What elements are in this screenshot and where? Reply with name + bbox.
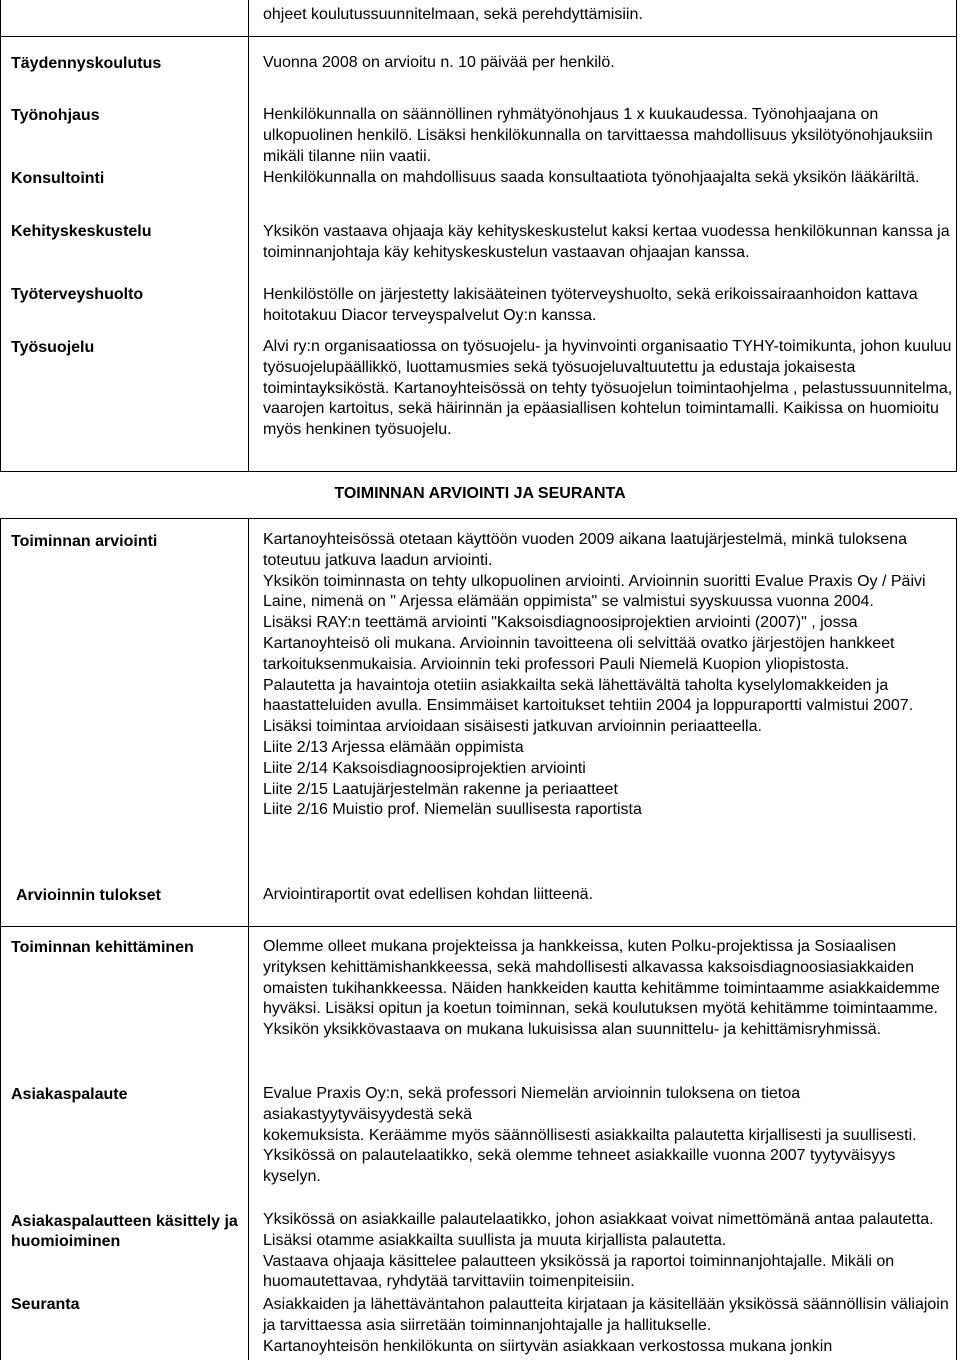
row-label-arvioinnin-tulokset: Arvioinnin tulokset xyxy=(16,887,161,904)
paragraph: Yksikön yksikkövastaava on mukana lukuisissa alan suunnittelu- ja kehittämisryhmissä. xyxy=(263,1021,882,1039)
paragraph: Yksikössä on asiakkaille palautelaatikko, johon asiakkaat voivat nimettömänä antaa palautetta. Lisäksi otamme asiakkailta suullista ja muuta kirjallista palautetta. xyxy=(263,1211,934,1249)
row-text-asiakaspalautteen-kasittely xyxy=(263,1210,953,1293)
row-text-toiminnan-kehittaminen xyxy=(263,937,953,1041)
row-text-tyosuojelu: Alvi ry:n organisaatiossa on työsuojelu- ja hyvinvointi organisaatio TYHY-toimikunta, johon kuuluu työsuojelupäällikkö, luottamusmies sekä työsuojeluvaltuutettu ja edustaja jokaisesta toimintayksiköstä. Kartanoyhteisössä on tehty työsuojelun toimintaohjelma , pelastussuunnitelma, vaarojen kartoitus, sekä häirinnän ja epäasiallisen kohtelun toimintamalli. Kaikissa on huomioitu myös henkinen työsuojelu. xyxy=(263,338,953,439)
upper-table-right-border xyxy=(956,0,957,472)
appendix-line: Liite 2/15 Laatujärjestelmän rakenne ja periaatteet xyxy=(263,780,618,798)
lower-table-row-rule xyxy=(0,926,957,927)
upper-table-left-border xyxy=(0,0,1,472)
row-text-tyonohjaus: Henkilökunnalla on säännöllinen ryhmätyönohjaus 1 x kuukaudessa. Työnohjaajana on ulkopuolinen henkilö. Lisäksi henkilökunnalla on tarvittaessa mahdollisuus yksilötyönohjauksiin mikäli tilanne niin vaatii. xyxy=(263,106,933,165)
row-label-taydennyskoulutus: Täydennyskoulutus xyxy=(11,55,162,72)
paragraph: Palautetta ja havaintoja otetiin asiakkailta sekä lähettävältä taholta kyselylomakkeiden ja haastatteluiden avulla. Ensimmäiset kartoitukset tehtiin 2004 ja loppuraportti valmistui 2007. xyxy=(263,676,914,715)
row-label-toiminnan-arviointi: Toiminnan arviointi xyxy=(11,533,158,550)
row-text-arvioinnin-tulokset: Arviointiraportit ovat edellisen kohdan liitteenä. xyxy=(263,886,593,903)
appendix-line: Liite 2/13 Arjessa elämään oppimista xyxy=(263,738,524,756)
paragraph: Lisäksi RAY:n teettämä arviointi "Kaksoisdiagnoosiprojektien arviointi (2007)" , jossa Kartanoyhteisö oli mukana. Arvioinnin tavoitteena oli selvittää ovatko järjestöjen hankkeet tarkoituksenmukaisia. Arvioinnin teki professori Pauli Niemelä Kuopion yliopistosta. xyxy=(263,614,895,673)
row-text-konsultointi: Henkilökunnalla on mahdollisuus saada konsultaatiota työnohjaajalta sekä yksikön lääkäriltä. xyxy=(263,169,920,186)
row-label-asiakaspalautteen-kasittely: Asiakaspalautteen käsittely ja huomioiminen xyxy=(11,1213,238,1250)
appendix-line: Liite 2/14 Kaksoisdiagnoosiprojektien arviointi xyxy=(263,759,586,777)
lower-table-column-divider xyxy=(248,518,249,1360)
appendix-line: Liite 2/16 Muistio prof. Niemelän suullisesta raportista xyxy=(263,801,642,819)
row-label-seuranta: Seuranta xyxy=(11,1296,80,1313)
row-label-tyosuojelu: Työsuojelu xyxy=(11,339,95,356)
row-text-tyoterveyshuolto: Henkilöstölle on järjestetty lakisääteinen työterveyshuolto, sekä erikoissairaanhoidon kattava hoitotakuu Diacor terveyspalvelut Oy:n kanssa. xyxy=(263,286,918,324)
lower-table-left-border xyxy=(0,518,1,1360)
row-label-kehityskeskustelu: Kehityskeskustelu xyxy=(11,223,152,240)
row-text-toiminnan-arviointi xyxy=(263,530,953,821)
row-label-toiminnan-kehittaminen: Toiminnan kehittäminen xyxy=(11,939,194,956)
paragraph: Evalue Praxis Oy:n, sekä professori Niemelän arvioinnin tuloksena on tietoa asiakastyytyväisyydestä sekä xyxy=(263,1085,801,1123)
section-heading: TOIMINNAN ARVIOINTI JA SEURANTA xyxy=(334,485,626,502)
row-text-asiakaspalaute xyxy=(263,1084,953,1188)
paragraph: Lisäksi toimintaa arvioidaan sisäisesti jatkuvan arvioinnin periaatteella. xyxy=(263,718,762,736)
row-label-konsultointi: Konsultointi xyxy=(11,170,105,187)
paragraph: Yksikössä on palautelaatikko, sekä olemme tehneet asiakkaille vuonna 2007 tyytyväisyys kyselyn. xyxy=(263,1147,896,1186)
row-label-asiakaspalaute: Asiakaspalaute xyxy=(11,1086,128,1103)
row-text-taydennyskoulutus: Vuonna 2008 on arvioitu n. 10 päivää per henkilö. xyxy=(263,54,615,71)
lower-table-right-border xyxy=(956,518,957,1360)
row-label-tyonohjaus: Työnohjaus xyxy=(11,107,100,124)
paragraph: Asiakkaiden ja lähettäväntahon palautteita kirjataan ja käsitellään yksikössä säännöllisin väliajoin ja tarvittaessa asia siirretään toiminnanjohtajalle ja hallitukselle. xyxy=(263,1296,949,1334)
row-text-seuranta xyxy=(263,1295,953,1357)
row-text-kehityskeskustelu: Yksikön vastaava ohjaaja käy kehityskeskustelut kaksi kertaa vuodessa henkilökunnan kanssa ja toiminnanjohtaja käy kehityskeskustelun vastaavan ohjaajan kanssa. xyxy=(263,223,950,261)
lower-table-top-rule xyxy=(0,518,957,519)
paragraph: kokemuksista. Keräämme myös säännöllisesti asiakkailta palautetta kirjallisesti ja suullisesti. xyxy=(263,1126,917,1144)
paragraph: Yksikön toiminnasta on tehty ulkopuolinen arviointi. Arvioinnin suoritti Evalue Praxis Oy / Päivi Laine, nimenä on " Arjessa elämään oppimista" se valmistui syyskuussa vuonna 2004. xyxy=(263,572,926,611)
upper-table-row-rule xyxy=(0,36,957,37)
paragraph: Vastaava ohjaaja käsittelee palautteen yksikössä ja raportoi toiminnanjohtajalle. Mikäli on huomautettavaa, ryhdytää tarvittaviin toimenpiteisiin. xyxy=(263,1252,895,1291)
paragraph: Olemme olleet mukana projekteissa ja hankkeissa, kuten Polku-projektissa ja Sosiaalisen yrityksen kehittämishankkeessa, sekä mahdollisesti alkavassa kaksoisdiagnoosiasiakkaiden omaisten tukihankkeessa. Näiden hankkeiden kautta kehitämme toimintaamme asiakkaidemme hyväksi. Lisäksi opitun ja koetun toiminnan, sekä koulutuksen myötä kehitämme toimintaamme. xyxy=(263,938,940,1018)
row-label-tyoterveyshuolto: Työterveyshuolto xyxy=(11,286,144,303)
paragraph: Kartanoyhteisössä otetaan käyttöön vuoden 2009 aikana laatujärjestelmä, minkä tuloksena toteutuu jatkuva laadun arviointi. xyxy=(263,531,907,569)
continued-text: ohjeet koulutussuunnitelmaan, sekä perehdyttämisiin. xyxy=(263,6,643,23)
upper-table-bottom-rule xyxy=(0,471,957,472)
paragraph: Kartanoyhteisön henkilökunta on siirtyvän asiakkaan verkostossa mukana jonkin xyxy=(263,1337,833,1355)
upper-table-column-divider xyxy=(248,0,249,472)
